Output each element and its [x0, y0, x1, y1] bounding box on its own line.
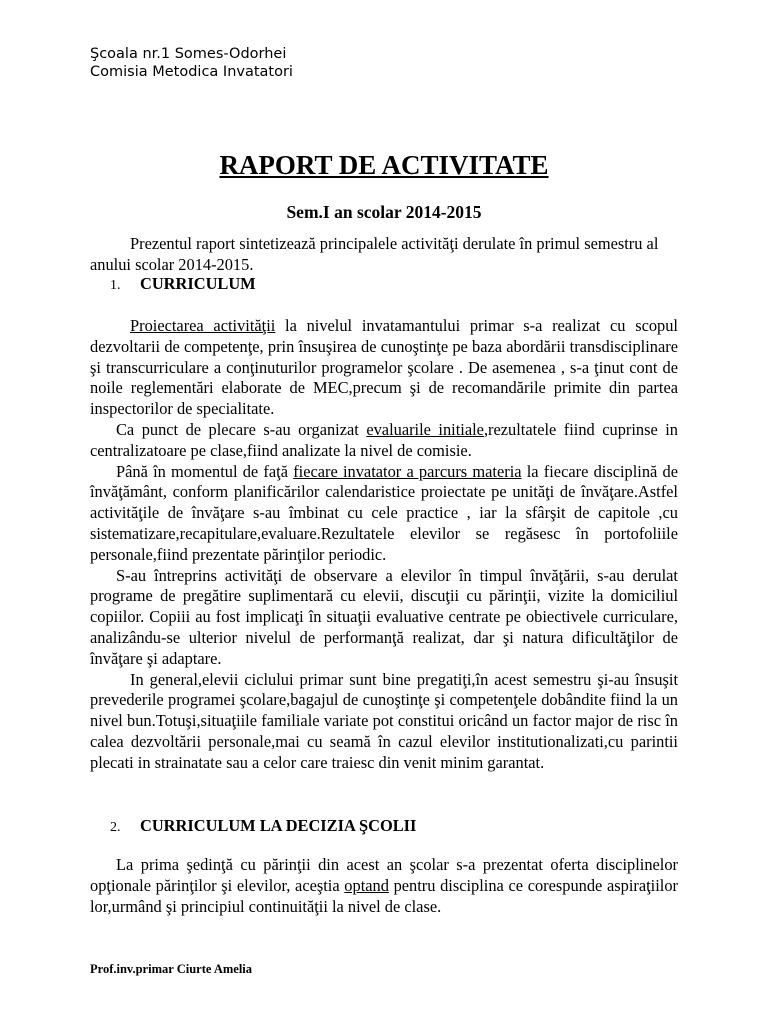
paragraph-text: la fiecare disciplină de învăţământ, conform planificărilor calendaristice proiectate pe unităţi de învăţare.Astfel activităţile de învăţare s-au îmbinat cu cele practice , iar la sfârşit de capitole ,cu sistematizare,recapitulare,evaluare.Rezultatele elevilor se regăsesc în portofoliile personale,fiind prezentate părinţilor periodic. — [90, 461, 678, 564]
section-body-cds — [90, 855, 678, 917]
paragraph — [90, 855, 678, 917]
document-subtitle: Sem.I an scolar 2014-2015 — [286, 202, 482, 222]
paragraph-text: La prima şedinţă cu părinţii din acest an şcolar s-a prezentat oferta disciplinelor opţionale părinţilor şi elevilor, aceştia — [90, 855, 678, 895]
paragraph: In general,elevii ciclului primar sunt bine pregatiţi,în acest semestru şi-au însuşit prevederile programei şcolare,bagajul de cunoştinţe şi competenţele dobândite fiind la un nivel bun.Totuşi,situaţiile familiale variate pot constitui oricând un factor major de risc în calea dezvoltării personale,mai cu seamă în cazul elevilor institutionalizati,cu parintii plecati in strainatate sau a celor care traiesc din venit minim garantat. — [90, 669, 678, 772]
paragraph: S-au întreprins activităţi de observare a elevilor în timpul învăţării, s-au derulat programe de pregătire suplimentară cu elevii, discuţii cu părinţii, vizite la domiciliul copiilor. Copiii au fost implicaţi în situaţii evaluative centrate pe obiectivele curriculare, analizându-se ulterior nivelul de performanţă realizat, dar şi natura dificultăţilor de învăţare şi adaptare. — [90, 565, 678, 668]
section-title: CURRICULUM LA DECIZIA ŞCOLII — [140, 816, 417, 835]
paragraph-text: ,rezultatele fiind cuprinse in centralizatoare pe clase,fiind analizate la nivel de comisie. — [90, 419, 678, 460]
underlined-phrase: Proiectarea activităţii — [130, 316, 276, 335]
section-number: 2. — [110, 820, 121, 835]
section-heading-curriculum — [90, 274, 678, 297]
section-heading-cds — [90, 816, 678, 839]
paragraph-text: Până în momentul de faţă — [116, 461, 294, 481]
document-title: RAPORT DE ACTIVITATE — [219, 150, 549, 180]
paragraph-text: pentru disciplina ce corespunde aspiraţiilor lor,urmând şi principiul continuităţii la nivel de clase. — [90, 875, 678, 916]
underlined-phrase: evaluarile initiale — [366, 419, 484, 439]
underlined-phrase: optand — [344, 875, 389, 895]
commission-name: Comisia Metodica Invatatori — [90, 64, 293, 80]
paragraph-text: Ca punct de plecare s-au organizat — [116, 419, 367, 439]
underlined-phrase: fiecare invatator a parcurs materia — [293, 461, 522, 481]
paragraph — [90, 462, 678, 566]
section-title: CURRICULUM — [140, 274, 256, 293]
paragraph-text: la nivelul invatamantului primar s-a realizat cu scopul dezvoltarii de competenţe, prin însuşirea de cunoştinţe pe baza abordării transdisciplinare şi transcurriculare a conţinuturilor programelor şcolare . De asemenea , s-a ţinut cont de noile reglementări elaborate de MEC,precum şi de recomandările primite din partea inspectorilor de specialitate. — [90, 316, 678, 419]
paragraph — [90, 420, 678, 462]
school-name: Şcoala nr.1 Somes-Odorhei — [90, 46, 287, 62]
section-number: 1. — [110, 278, 121, 293]
intro-paragraph: Prezentul raport sintetizează principalele activităţi derulate în primul semestru al anului scolar 2014-2015. — [90, 234, 659, 274]
author-signature: Prof.inv.primar Ciurte Amelia — [90, 962, 253, 976]
paragraph — [90, 316, 678, 420]
section-body-curriculum — [90, 316, 678, 774]
